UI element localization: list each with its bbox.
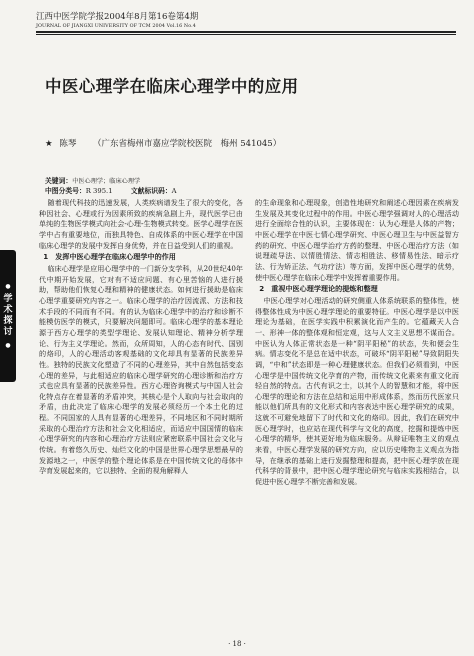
- author-name: 陈琴: [59, 139, 77, 149]
- side-tab-char: 探: [3, 316, 13, 326]
- byline-star-icon: ★: [45, 139, 53, 149]
- keywords-label: 关键词：: [45, 177, 73, 185]
- side-tab-dot-icon: ●: [5, 283, 11, 290]
- body-column-right: [255, 198, 459, 488]
- header-rule-thick: [36, 31, 456, 33]
- side-tab-char: 学: [3, 294, 13, 304]
- byline: [45, 137, 281, 149]
- doc-code-label: 文献标识码：: [130, 187, 172, 195]
- keywords-text: 中医心理学；临床心理学: [72, 178, 141, 185]
- journal-header: [36, 12, 456, 30]
- body-column-left: [39, 198, 243, 477]
- article-title: 中医心理学在临床心理学中的应用: [45, 77, 299, 96]
- section-heading: 2 重视中医心理学理论的提炼和整理: [259, 284, 378, 294]
- page-number: · 18 ·: [228, 640, 246, 648]
- paragraph: 随着现代科技的迅速发展，人类疾病谱发生了很大的变化，各种因社会、心理或行为因素所致的疾病急剧上升，现代医学已由单纯的生物医学模式向社会-心理-生物模式转变。医学心理学在医学中占有重要地位，而独具特色、自成体系的中医心理学在中国临床心理学的发展中发挥自身优势，并在日益受到人们的重视。: [39, 198, 243, 250]
- side-tab-dot-icon: ●: [5, 342, 11, 349]
- paragraph: 中医心理学对心理活动的研究侧重人体系统联系的整体性，使得整体性成为中医心理学理论的重要特征。中医心理学是以中医理论为基础，在医学实践中积累演化而产生的。它蕴藏天人合一、形神一体的整体观和恒定观，这与人文主义思想不谋而合。中医认为人体正常状态是一种“阴平阳秘”的状态，失和便会生病。情志变化不是总在适中状态，可破坏“阴平阳秘”导致阴阳失调，“中和”状态即是一种心理健康状态。但我们必须看到，中医心理学是中国传统文化孕育的产物，而传统文化素来有重文化而轻自然的特点。古代有识之士，以其个人的智慧和才能，将中医心理学的理论和方法在总结和运用中形成体系，然而历代医家只能以他们所具有的文化形式和内容表达中医心理学研究的成果，这就不可避免地留下了时代和文化的烙印。因此，我们在研究中医心理学时，也应站在现代科学与文化的高度，挖掘和提炼中医心理学的精华，使其更好地为临床服务。从辩证唯物主义的观点来看，中医心理学发展的研究方向，应以历史唯物主义观点为指导，在继承的基础上进行发掘整理和提高，把中医心理学放在现代科学的背景中，把中医心理学理论研究与临床实践相结合，以促进中医心理学不断完善和发展。: [255, 295, 459, 487]
- clc-label: 中图分类号：: [45, 187, 86, 195]
- section-side-tab: [0, 250, 16, 382]
- header-rule-thin: [36, 34, 456, 35]
- clc-value: R 395.1: [85, 187, 113, 195]
- side-tab-char: 术: [3, 305, 13, 315]
- author-affiliation: （广东省梅州市嘉应学院校医院 梅州 541045）: [93, 139, 282, 149]
- journal-name-cn: 江西中医学院学报2004年8月第16卷第4期: [36, 12, 199, 22]
- paragraph: 临床心理学是应用心理学中的一门新分支学科，从20世纪40年代中期开始发展，它对有不适应问题、有心里苦恼的人进行援助，帮助他们恢复心理和精神的健康状态。如何进行援助是临床心理学重要研究内容之一。临床心理学的治疗因流派、方法和技术手段的不同而有不同。有的认为临床心理学中的治疗和诊断不能模仿医学的模式，只要解决问题即可。临床心理学的基本理论源于西方心理学的类型学理论、发展认知理论、精神分析学理论、行为主义学理论。然而，众所周知，人的心态有时代、国别的烙印，人的心理活动客观基础的文化却具有显著的民族差异性。独特的民族文化塑造了不同的心理差异，其中自然包括变态心理的差异，与此相适应的临床心理学研究的心理诊断和治疗方式也应具有显著的民族差异性。西方心理咨询模式与中国人社会化特点存在着显著的矛盾冲突，其核心是个人取向与社会取向的矛盾，由此决定了临床心理学的发展必须经历一个本土化的过程。不同国家的人具有显著的心理差异，不同地区和不同时期所采取的心理治疗方法和社会文化相适应，而适应中国国情的临床心理学研究的内容和心理治疗方法则应紧密联系中国社会文化与传统。有着悠久历史、灿烂文化的中国是世界心理学思想最早的发源地之一，中医学的整个理论体系是在中国传统文化的母体中孕育发展起来的，它以独特、全面的视角解释人: [39, 263, 243, 476]
- paragraph: 的生命现象和心理现象，创造性地研究和阐述心理因素在疾病发生发展及其变化过程中的作用。中医心理学强调对人的心理活动进行全面综合性的认识，主要体现在：认为心理是人体的产物；中医心理学在中医七情心理学研究、中医心理卫生与中医益智方药的研究、中医心理学治疗方药的整理、中医心理治疗方法（如说理疏导法、以情胜情法、情志相胜法、移情易性法、暗示疗法、行为矫正法、气功疗法）等方面，发挥中医心理学的优势，使中医心理学在临床心理学中发挥着重要作用。: [255, 198, 459, 282]
- section-heading: 1 发挥中医心理学在临床心理学中的作用: [43, 252, 176, 262]
- journal-name-en: JOURNAL OF JIANGXI UNIVERSITY OF TCM 2004 Vol.16 No.4: [36, 24, 196, 29]
- classification-line: [45, 186, 455, 196]
- doc-code-value: A: [171, 187, 177, 195]
- side-tab-char: 讨: [3, 327, 13, 337]
